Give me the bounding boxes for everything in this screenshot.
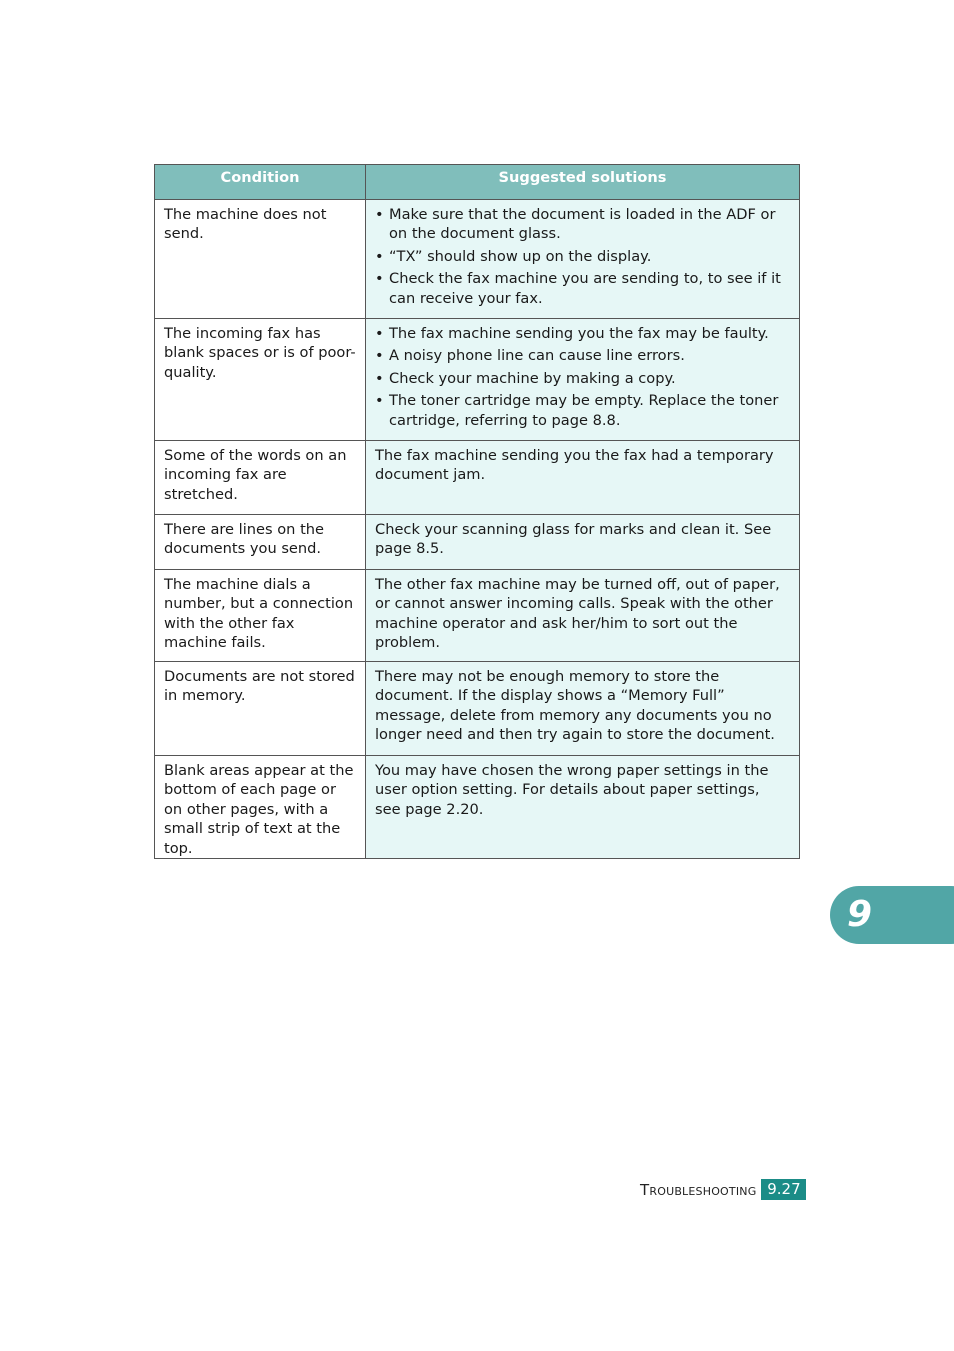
list-item: • “TX” should show up on the display.: [375, 247, 787, 266]
condition-cell: Blank areas appear at the bottom of each page or on other pages, with a small strip of text at the top.: [155, 756, 366, 859]
solution-cell: [366, 319, 800, 441]
footer-section-title: Troubleshooting: [640, 1181, 757, 1199]
condition-cell: Documents are not stored in memory.: [155, 662, 366, 756]
table-row: [155, 200, 800, 319]
solution-cell: The fax machine sending you the fax had a temporary document jam.: [366, 441, 800, 515]
list-item: • Check the fax machine you are sending to, to see if it can receive your fax.: [375, 269, 787, 308]
page-footer: [640, 1178, 806, 1200]
table-row: [155, 319, 800, 441]
condition-cell: Some of the words on an incoming fax are stretched.: [155, 441, 366, 515]
list-item: • The fax machine sending you the fax may be faulty.: [375, 324, 787, 343]
solution-list: [375, 324, 787, 430]
table-header-row: [155, 165, 800, 200]
solution-cell: You may have chosen the wrong paper settings in the user option setting. For details about paper settings, see page 2.20.: [366, 756, 800, 859]
list-item: • A noisy phone line can cause line errors.: [375, 346, 787, 365]
list-item: • Make sure that the document is loaded in the ADF or on the document glass.: [375, 205, 787, 244]
troubleshooting-table: [154, 164, 800, 859]
chapter-tab: [830, 886, 954, 944]
condition-cell: The machine does not send.: [155, 200, 366, 319]
condition-cell: The machine dials a number, but a connection with the other fax machine fails.: [155, 570, 366, 662]
header-solutions: Suggested solutions: [366, 165, 800, 200]
chapter-number: 9: [847, 894, 873, 935]
condition-cell: The incoming fax has blank spaces or is of poor-quality.: [155, 319, 366, 441]
condition-cell: There are lines on the documents you send.: [155, 515, 366, 570]
table-row: [155, 515, 800, 570]
table-row: [155, 756, 800, 859]
page-number-badge: 9.27: [761, 1179, 806, 1200]
list-item: • The toner cartridge may be empty. Replace the toner cartridge, referring to page 8.8.: [375, 391, 787, 430]
solution-cell: There may not be enough memory to store the document. If the display shows a “Memory Full” message, delete from memory any documents you no longer need and then try again to store the document.: [366, 662, 800, 756]
table-row: [155, 570, 800, 662]
solution-cell: The other fax machine may be turned off, out of paper, or cannot answer incoming calls. Speak with the other machine operator and ask her/him to sort out the problem.: [366, 570, 800, 662]
header-condition: Condition: [155, 165, 366, 200]
solution-cell: Check your scanning glass for marks and clean it. See page 8.5.: [366, 515, 800, 570]
solution-list: [375, 205, 787, 308]
solution-cell: [366, 200, 800, 319]
list-item: • Check your machine by making a copy.: [375, 369, 787, 388]
table-row: [155, 662, 800, 756]
table-row: [155, 441, 800, 515]
